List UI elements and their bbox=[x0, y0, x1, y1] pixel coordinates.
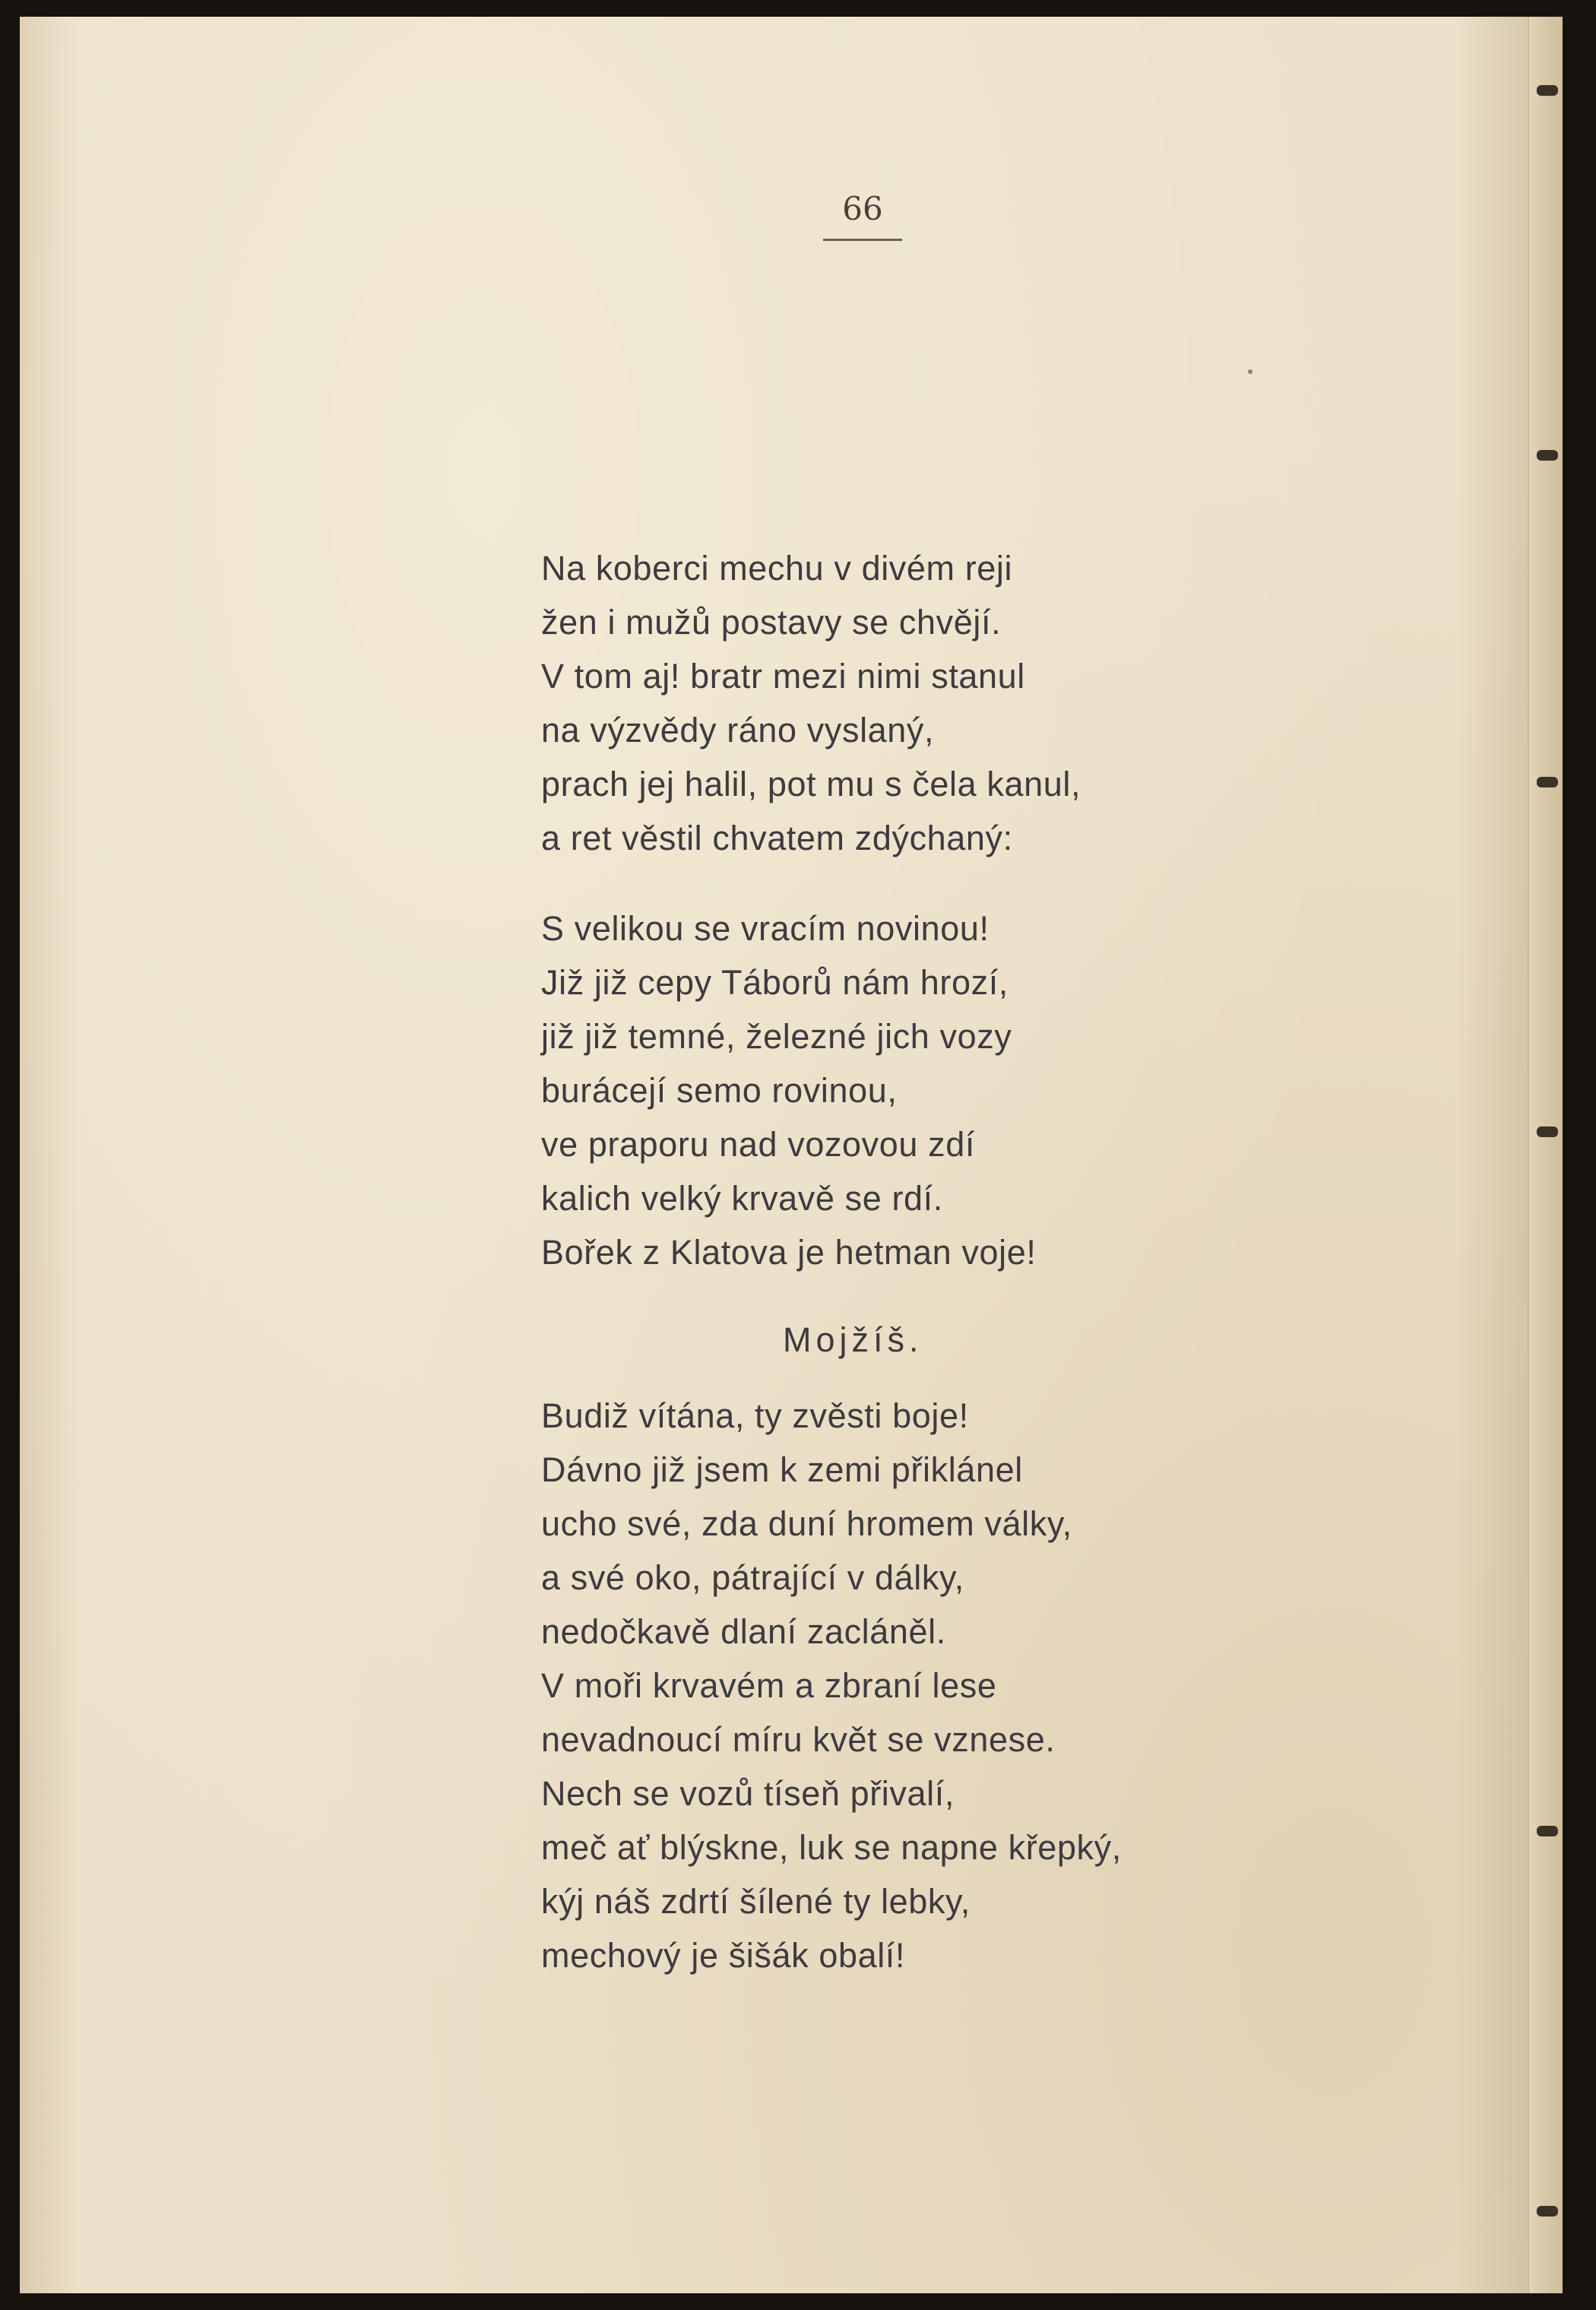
stanza-gap bbox=[541, 865, 1271, 902]
verse-line: kalich velký krvavě se rdí. bbox=[541, 1179, 943, 1218]
verse-line: nedočkavě dlaní zacláněl. bbox=[541, 1612, 946, 1651]
verse-line: Budiž vítána, ty zvěsti boje! bbox=[541, 1396, 969, 1435]
verse-line: a ret věstil chvatem zdýchaný: bbox=[541, 819, 1013, 857]
verse-line: meč ať blýskne, luk se napne křepký, bbox=[541, 1828, 1122, 1867]
verse-line: žen i mužů postavy se chvějí. bbox=[541, 603, 1002, 642]
verse-line: na výzvědy ráno vyslaný, bbox=[541, 711, 935, 749]
speaker-heading: Mojžíš. bbox=[783, 1320, 923, 1359]
verse-line: mechový je šišák obalí! bbox=[541, 1936, 906, 1975]
stanza-2 bbox=[541, 902, 1271, 1279]
edge-mark bbox=[1537, 450, 1558, 461]
page-number-rule bbox=[823, 239, 902, 241]
book-page bbox=[20, 17, 1563, 2293]
ink-speck bbox=[1248, 369, 1252, 374]
stanza-1 bbox=[541, 541, 1271, 865]
page-number: 66 bbox=[842, 190, 883, 227]
verse-line: Dávno již jsem k zemi přiklánel bbox=[541, 1450, 1023, 1489]
page-edge bbox=[1528, 17, 1563, 2293]
verse-line: V moři krvavém a zbraní lese bbox=[541, 1666, 997, 1705]
edge-mark bbox=[1537, 777, 1558, 787]
edge-mark bbox=[1537, 85, 1558, 96]
verse-line: Bořek z Klatova je hetman voje! bbox=[541, 1233, 1037, 1272]
stanza-3 bbox=[541, 1389, 1271, 1982]
verse-line: kýj náš zdrtí šílené ty lebky, bbox=[541, 1882, 971, 1921]
verse-line: V tom aj! bratr mezi nimi stanul bbox=[541, 657, 1025, 696]
verse-line: burácejí semo rovinou, bbox=[541, 1071, 898, 1110]
verse-line: ucho své, zda duní hromem války, bbox=[541, 1504, 1072, 1543]
verse-line: nevadnoucí míru květ se vznese. bbox=[541, 1720, 1056, 1759]
edge-mark bbox=[1537, 1826, 1558, 1836]
edge-mark bbox=[1537, 2206, 1558, 2217]
verse-line: a své oko, pátrající v dálky, bbox=[541, 1558, 964, 1597]
verse-line: Nech se vozů tíseň přivalí, bbox=[541, 1774, 955, 1813]
page-header bbox=[822, 190, 903, 241]
poem-text bbox=[541, 541, 1271, 1982]
edge-mark bbox=[1537, 1126, 1558, 1137]
verse-line: Již již cepy Táborů nám hrozí, bbox=[541, 963, 1009, 1002]
verse-line: ve praporu nad vozovou zdí bbox=[541, 1125, 975, 1164]
verse-line: prach jej halil, pot mu s čela kanul, bbox=[541, 765, 1081, 803]
verse-line: Na koberci mechu v divém reji bbox=[541, 549, 1013, 588]
verse-line: již již temné, železné jich vozy bbox=[541, 1017, 1012, 1056]
verse-line: S velikou se vracím novinou! bbox=[541, 909, 990, 948]
